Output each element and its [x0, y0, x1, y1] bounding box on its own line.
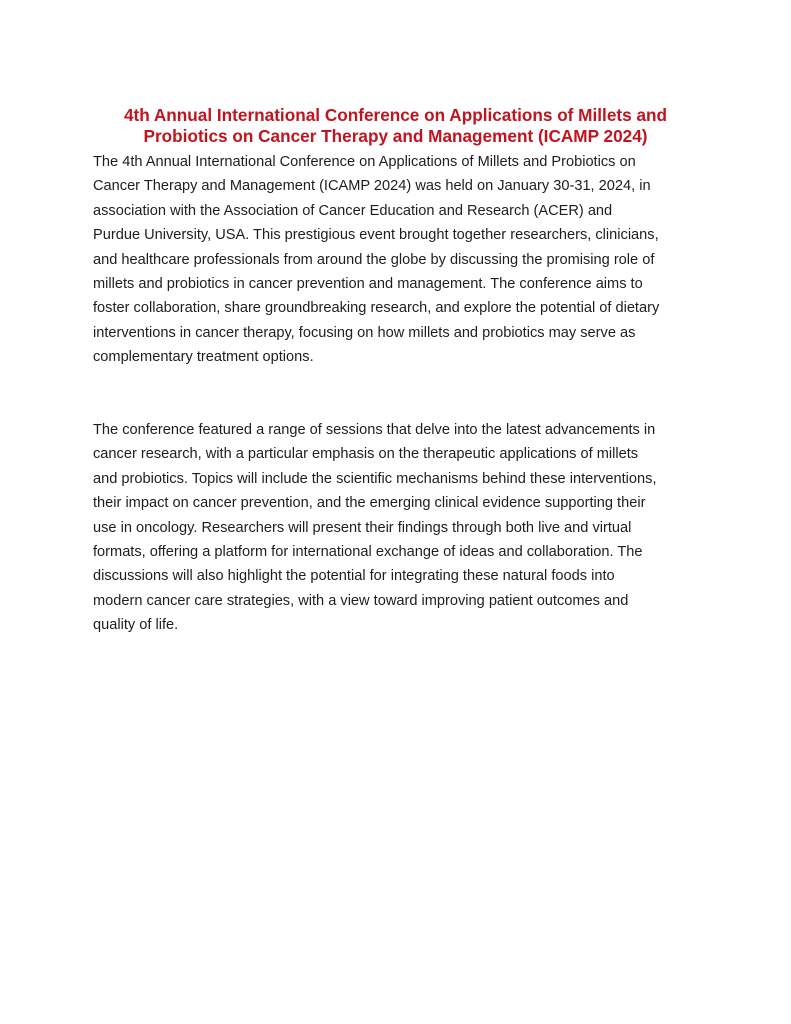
text-line: The 4th Annual International Conference on Applications of Millets and Probiotics on: [93, 154, 636, 170]
text-line: Purdue University, USA. This prestigious event brought together researchers, clinicians,: [93, 227, 659, 244]
text-line: Cancer Therapy and Management (ICAMP 2024) was held on January 30-31, 2024, in: [93, 178, 651, 195]
text-line: millets and probiotics in cancer prevention and management. The conference aims to: [93, 276, 643, 293]
text-line: and healthcare professionals from around the globe by discussing the promising role of: [93, 251, 655, 268]
text-line: and probiotics. Topics will include the scientific mechanisms behind these interventions,: [93, 470, 657, 487]
title-line: 4th Annual International Conference on Applications of Millets and: [123, 104, 668, 125]
text-line: their impact on cancer prevention, and the emerging clinical evidence supporting their: [93, 495, 646, 512]
paragraph-overview: [93, 150, 713, 370]
text-line: use in oncology. Researchers will present their findings through both live and virtual: [93, 519, 632, 536]
paragraph-sessions: [93, 418, 713, 638]
title-line: Probiotics on Cancer Therapy and Management (ICAMP 2024): [143, 125, 648, 146]
text-line: complementary treatment options.: [93, 349, 314, 366]
text-line: interventions in cancer therapy, focusing on how millets and probiotics may serve as: [93, 324, 636, 341]
text-line: formats, offering a platform for international exchange of ideas and collaboration. The: [93, 544, 643, 561]
text-line: The conference featured a range of sessions that delve into the latest advancements in: [93, 422, 656, 438]
text-line: association with the Association of Cancer Education and Research (ACER) and: [93, 202, 613, 219]
text-line: discussions will also highlight the potential for integrating these natural foods into: [93, 568, 615, 585]
document-title: [0, 105, 791, 147]
text-line: foster collaboration, share groundbreaking research, and explore the potential of dietary: [93, 300, 660, 317]
text-line: cancer research, with a particular emphasis on the therapeutic applications of millets: [93, 446, 639, 463]
text-line: quality of life.: [93, 617, 179, 634]
text-line: modern cancer care strategies, with a view toward improving patient outcomes and: [93, 592, 629, 609]
